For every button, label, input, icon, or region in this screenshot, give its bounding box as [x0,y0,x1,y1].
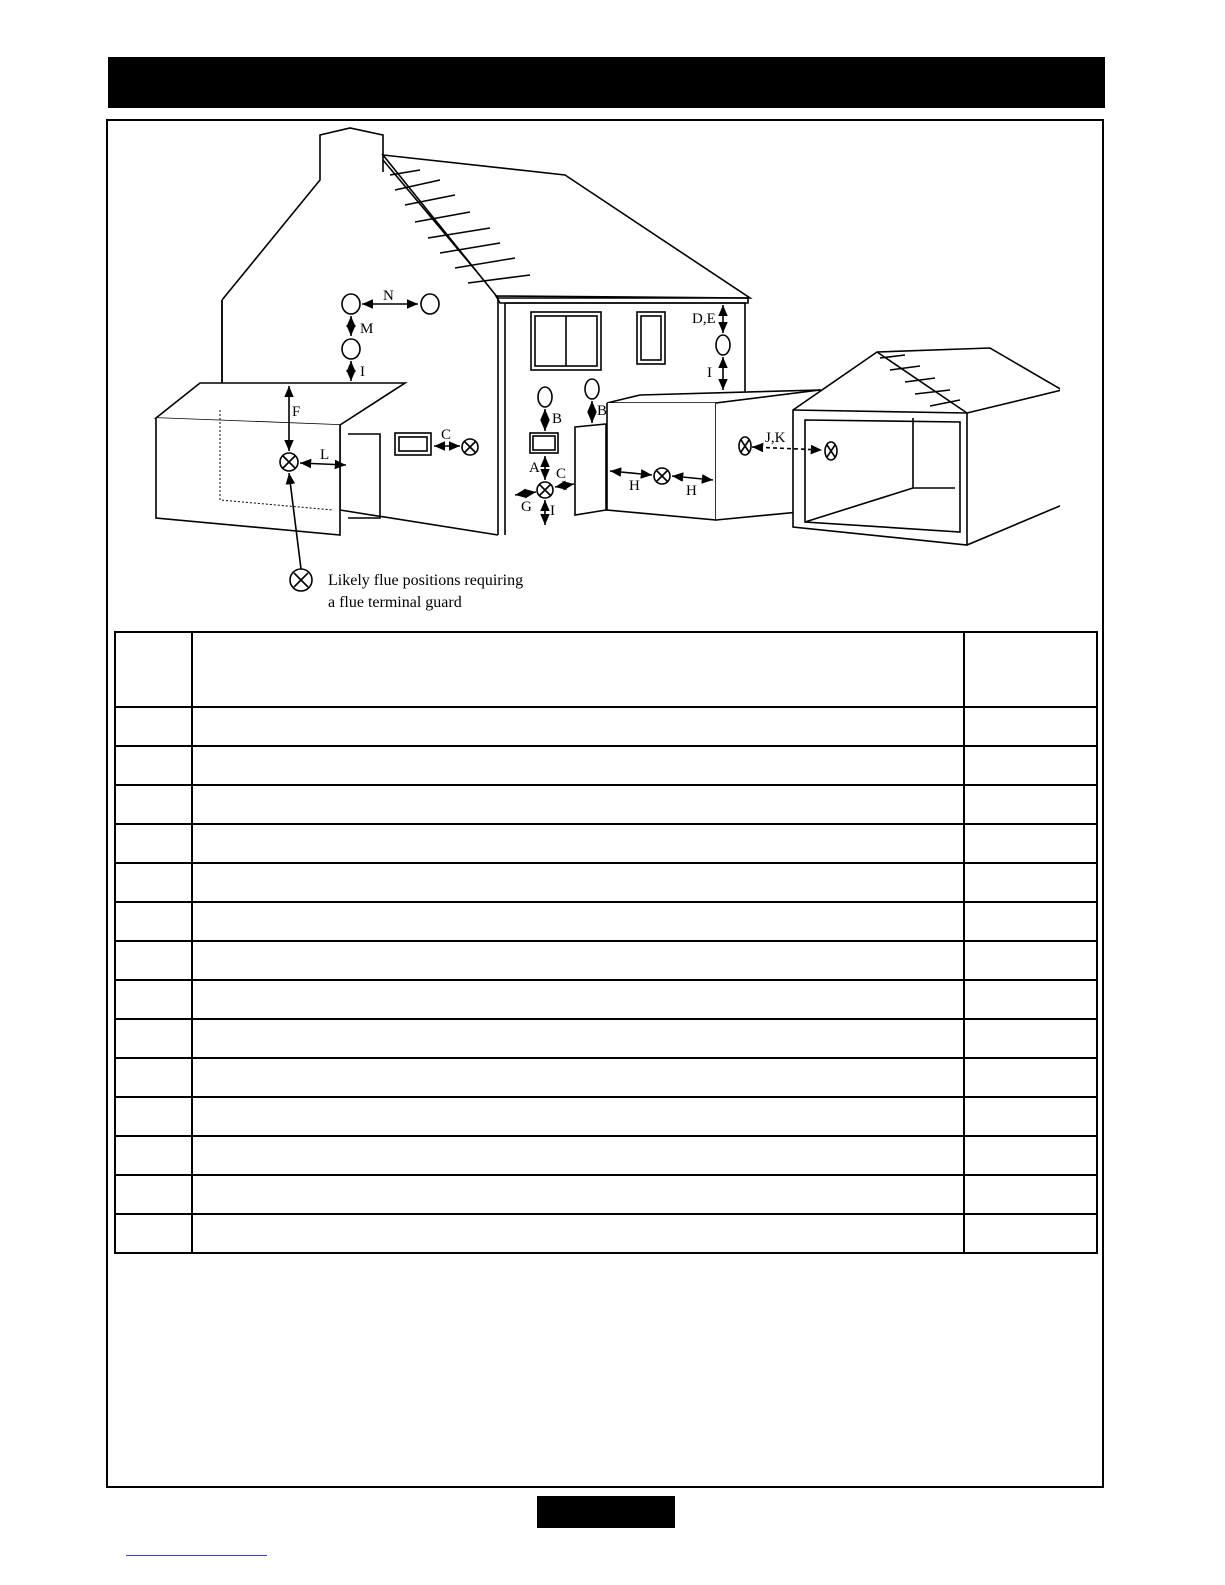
guarded-terminal-icon [739,437,751,455]
table-row [115,785,1097,824]
flue-position-diagram [150,122,1060,617]
terminal-circle [421,294,439,314]
row-description [192,1214,964,1253]
table-row [115,1214,1097,1253]
row-distance [964,824,1097,863]
table-row [115,1019,1097,1058]
row-distance [964,1214,1097,1253]
label-jk: J,K [765,430,786,446]
table-row [115,902,1097,941]
legend-guard-icon [290,569,312,591]
row-distance [964,1019,1097,1058]
label-b: B [597,403,608,419]
legend-text-line1: Likely flue positions requiring [328,572,524,589]
terminal-circle [585,379,599,399]
row-distance [964,746,1097,785]
label-i: I [360,364,365,380]
terminal-circle [538,387,552,407]
row-key [115,1175,192,1214]
row-key [115,1097,192,1136]
guarded-terminal-icon [825,442,837,460]
header-distance-cell [964,632,1097,707]
row-distance [964,707,1097,746]
row-description [192,902,964,941]
table-row [115,941,1097,980]
row-description [192,863,964,902]
row-key [115,863,192,902]
label-n: N [383,288,394,304]
row-description [192,941,964,980]
row-key [115,1058,192,1097]
row-description [192,1175,964,1214]
row-key [115,980,192,1019]
footer-link-underline[interactable] [126,1555,267,1557]
row-description [192,824,964,863]
header-description-cell [192,632,964,707]
label-l: L [320,447,330,463]
table-row [115,863,1097,902]
row-distance [964,980,1097,1019]
house-illustration [150,122,1060,617]
table-row [115,746,1097,785]
label-h: H [629,478,640,494]
row-description [192,707,964,746]
row-key [115,785,192,824]
row-distance [964,902,1097,941]
row-key [115,824,192,863]
row-key [115,746,192,785]
row-description [192,980,964,1019]
row-key [115,1136,192,1175]
terminal-circle [716,335,730,355]
table-header-row [115,632,1097,707]
row-description [192,1097,964,1136]
guarded-terminal-icon [280,453,298,471]
guarded-terminal-icon [537,482,553,498]
row-description [192,785,964,824]
guarded-terminal-icon [654,468,670,484]
table-row [115,1097,1097,1136]
label-a: A [529,460,540,476]
row-distance [964,863,1097,902]
label-h: H [686,483,697,499]
table-row [115,824,1097,863]
label-de: D,E [692,311,716,327]
row-description [192,746,964,785]
row-distance [964,1175,1097,1214]
row-description [192,1058,964,1097]
header-title-bar [108,57,1105,108]
row-distance [964,1058,1097,1097]
row-distance [964,785,1097,824]
row-key [115,902,192,941]
table-row [115,1058,1097,1097]
label-g: G [521,499,532,515]
legend-text-line2: a flue terminal guard [328,594,462,611]
label-c: C [556,466,567,482]
row-description [192,1019,964,1058]
row-key [115,707,192,746]
terminal-circle [342,339,360,359]
row-distance [964,1136,1097,1175]
terminal-circle [342,294,360,314]
row-key [115,941,192,980]
row-key [115,1214,192,1253]
guarded-terminal-icon [462,439,478,455]
label-m: M [360,321,374,337]
clearance-table [114,631,1098,1254]
page-number-tab [537,1496,675,1528]
table-row [115,1136,1097,1175]
row-description [192,1136,964,1175]
header-key-cell [115,632,192,707]
table-row [115,980,1097,1019]
label-f: F [292,404,301,420]
table-row [115,1175,1097,1214]
row-distance [964,941,1097,980]
label-b: B [552,411,563,427]
row-key [115,1019,192,1058]
row-distance [964,1097,1097,1136]
label-c: C [441,427,452,443]
label-i: I [550,503,555,519]
table-row [115,707,1097,746]
label-i: I [707,365,712,381]
